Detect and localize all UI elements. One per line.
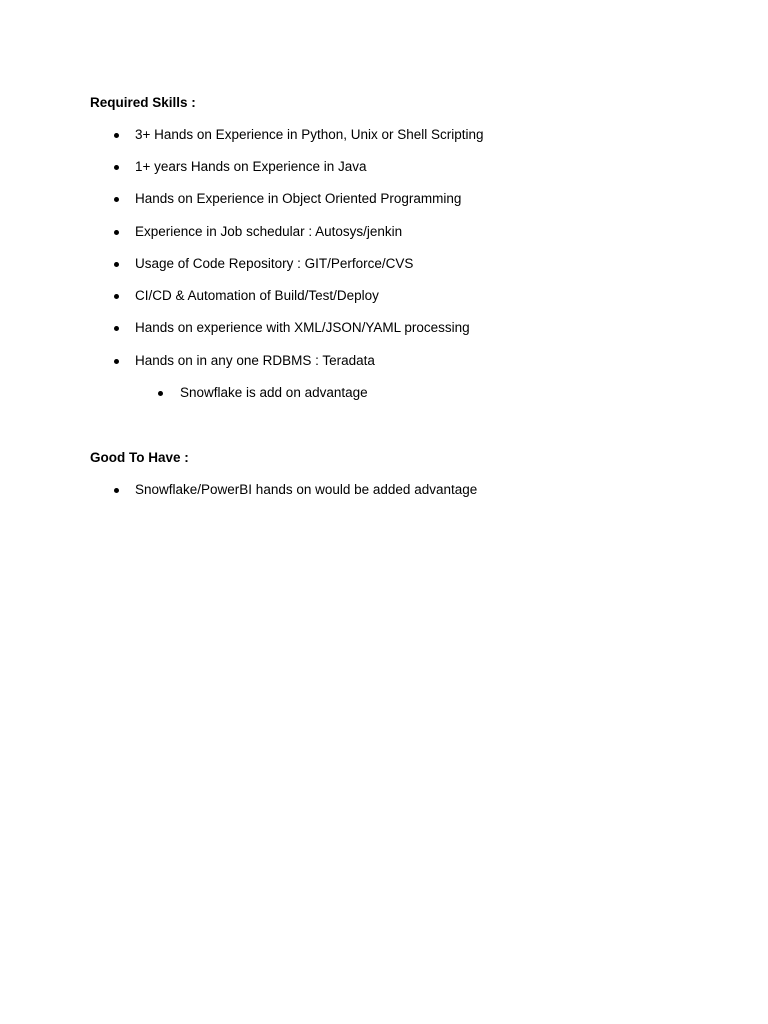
bullet-icon (114, 359, 119, 364)
list-item-text: Usage of Code Repository : GIT/Perforce/CVS (135, 256, 414, 271)
list-item-text: Hands on in any one RDBMS : Teradata (135, 353, 375, 368)
bullet-icon (114, 133, 119, 138)
bullet-icon (114, 262, 119, 267)
list-item-text: CI/CD & Automation of Build/Test/Deploy (135, 288, 379, 303)
bullet-icon (114, 488, 119, 493)
list-item-text: 1+ years Hands on Experience in Java (135, 159, 367, 174)
bullet-icon (114, 326, 119, 331)
list-item-text: Hands on Experience in Object Oriented Programming (135, 191, 462, 206)
list-item-text: Snowflake/PowerBI hands on would be added advantage (135, 482, 478, 497)
good-to-have-heading: Good To Have : (90, 450, 189, 465)
bullet-icon (158, 391, 163, 396)
list-item-text: Experience in Job schedular : Autosys/jenkin (135, 224, 403, 239)
bullet-icon (114, 197, 119, 202)
bullet-icon (114, 230, 119, 235)
required-skills-heading: Required Skills : (90, 95, 196, 110)
bullet-icon (114, 294, 119, 299)
list-item-text: 3+ Hands on Experience in Python, Unix or Shell Scripting (135, 127, 484, 142)
sub-list-item-text: Snowflake is add on advantage (180, 385, 368, 400)
list-item-text: Hands on experience with XML/JSON/YAML processing (135, 320, 470, 335)
bullet-icon (114, 165, 119, 170)
